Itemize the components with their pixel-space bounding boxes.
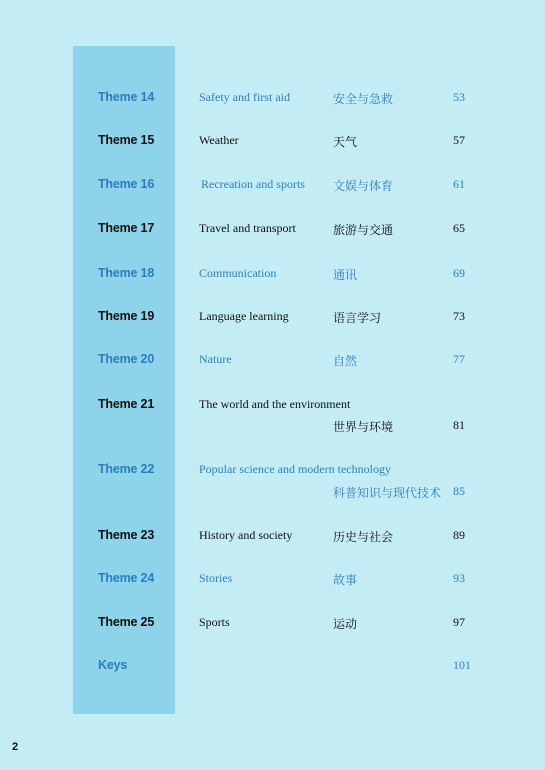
english-title: The world and the environment bbox=[199, 397, 351, 411]
english-title: Popular science and modern technology bbox=[199, 462, 391, 476]
theme-label: Theme 17 bbox=[98, 221, 155, 235]
page-ref: 61 bbox=[453, 177, 465, 191]
theme-label: Theme 16 bbox=[98, 177, 155, 191]
chinese-title: 天气 bbox=[333, 135, 358, 149]
page-ref: 57 bbox=[453, 133, 465, 147]
page-ref: 89 bbox=[453, 528, 465, 542]
english-title: Language learning bbox=[199, 309, 289, 323]
toc-row-theme-17[interactable] bbox=[0, 221, 545, 241]
page-ref: 53 bbox=[453, 90, 465, 104]
chinese-title: 通讯 bbox=[333, 268, 358, 282]
english-title: Communication bbox=[199, 266, 277, 280]
chinese-title: 语言学习 bbox=[333, 311, 382, 325]
toc-row-theme-21[interactable] bbox=[0, 397, 545, 437]
english-title: Travel and transport bbox=[199, 221, 296, 235]
toc-row-theme-24[interactable] bbox=[0, 571, 545, 591]
theme-label: Theme 15 bbox=[98, 133, 155, 147]
toc-row-theme-23[interactable] bbox=[0, 528, 545, 548]
toc-row-theme-16[interactable] bbox=[0, 177, 545, 197]
toc-row-theme-22[interactable] bbox=[0, 462, 545, 502]
toc-row-theme-19[interactable] bbox=[0, 309, 545, 329]
theme-label: Theme 21 bbox=[98, 397, 155, 411]
chinese-title: 世界与环境 bbox=[333, 420, 394, 434]
page-ref: 85 bbox=[453, 484, 465, 498]
page-ref: 81 bbox=[453, 418, 465, 432]
theme-label: Theme 14 bbox=[98, 90, 155, 104]
chinese-title: 故事 bbox=[333, 573, 358, 587]
chinese-title: 文娱与体育 bbox=[333, 179, 394, 193]
english-title: Weather bbox=[199, 133, 239, 147]
theme-label: Theme 19 bbox=[98, 309, 155, 323]
chinese-title: 历史与社会 bbox=[333, 530, 394, 544]
theme-label: Theme 24 bbox=[98, 571, 155, 585]
theme-label: Theme 22 bbox=[98, 462, 155, 476]
toc-row-keys[interactable] bbox=[0, 658, 545, 678]
chinese-title: 科普知识与现代技术 bbox=[333, 486, 442, 500]
chinese-title: 运动 bbox=[333, 617, 358, 631]
english-title: Recreation and sports bbox=[201, 177, 305, 191]
english-title: Sports bbox=[199, 615, 230, 629]
toc-row-theme-18[interactable] bbox=[0, 266, 545, 286]
page-ref: 73 bbox=[453, 309, 465, 323]
page-ref: 101 bbox=[453, 658, 471, 672]
page-ref: 93 bbox=[453, 571, 465, 585]
page-ref: 69 bbox=[453, 266, 465, 280]
theme-label: Theme 18 bbox=[98, 266, 155, 280]
toc-row-theme-25[interactable] bbox=[0, 615, 545, 635]
toc-row-theme-14[interactable] bbox=[0, 90, 545, 110]
theme-label: Theme 20 bbox=[98, 352, 155, 366]
toc-row-theme-20[interactable] bbox=[0, 352, 545, 372]
english-title: Stories bbox=[199, 571, 233, 585]
toc-row-theme-15[interactable] bbox=[0, 133, 545, 153]
english-title: Nature bbox=[199, 352, 232, 366]
theme-label: Theme 25 bbox=[98, 615, 155, 629]
chinese-title: 安全与急救 bbox=[333, 92, 394, 106]
theme-label: Keys bbox=[98, 658, 128, 672]
english-title: Safety and first aid bbox=[199, 90, 290, 104]
page-ref: 77 bbox=[453, 352, 465, 366]
page-ref: 97 bbox=[453, 615, 465, 629]
page-ref: 65 bbox=[453, 221, 465, 235]
english-title: History and society bbox=[199, 528, 293, 542]
page-number: 2 bbox=[12, 741, 19, 753]
theme-label: Theme 23 bbox=[98, 528, 155, 542]
chinese-title: 旅游与交通 bbox=[333, 223, 394, 237]
chinese-title: 自然 bbox=[333, 354, 358, 368]
